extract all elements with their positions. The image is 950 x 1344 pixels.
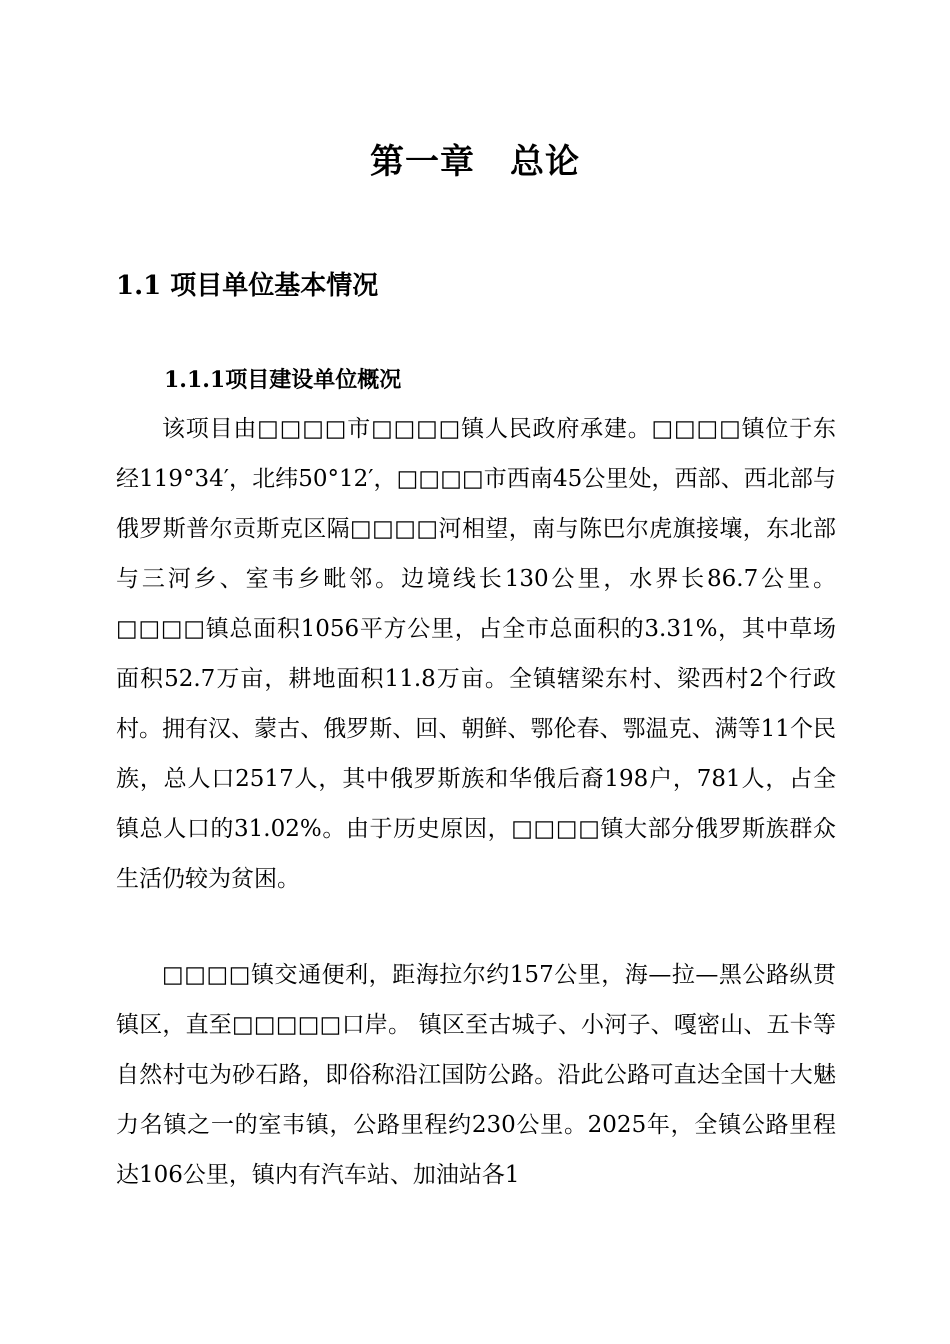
body-paragraph-block-1 <box>116 404 836 904</box>
section-title: 1.1 项目单位基本情况 <box>116 271 379 301</box>
paragraph-transport: □□□□镇交通便利，距海拉尔约157公里，海—拉—黑公路纵贯镇区，直至□□□□□口岸。 镇区至古城子、小河子、嘎密山、五卡等自然村屯为砂石路，即俗称沿江国防公路。沿此公路可直达全国十大魅力名镇之一的室韦镇，公路里程约230公里。2025年，全镇公路里程达106公里，镇内有汽车站、加油站各1 <box>116 962 836 1188</box>
chapter-title: 第一章 总论 <box>370 142 580 182</box>
paragraph-overview: 该项目由□□□□市□□□□镇人民政府承建。□□□□镇位于东经119°34′，北纬50°12′，□□□□市西南45公里处，西部、西北部与俄罗斯普尔贡斯克区隔□□□□河相望，南与陈巴尔虎旗接壤，东北部与三河乡、室韦乡毗邻。边境线长130公里，水界长86.7公里。□□□□镇总面积1056平方公里，占全市总面积的3.31%，其中草场面积52.7万亩，耕地面积11.8万亩。全镇辖梁东村、梁西村2个行政村。拥有汉、蒙古、俄罗斯、回、朝鲜、鄂伦春、鄂温克、满等11个民族，总人口2517人，其中俄罗斯族和华俄后裔198户，781人，占全镇总人口的31.02%。由于历史原因，□□□□镇大部分俄罗斯族群众生活仍较为贫困。 <box>116 416 836 892</box>
body-paragraph-block-2 <box>116 950 836 1200</box>
subsection-title: 1.1.1项目建设单位概况 <box>164 367 402 393</box>
